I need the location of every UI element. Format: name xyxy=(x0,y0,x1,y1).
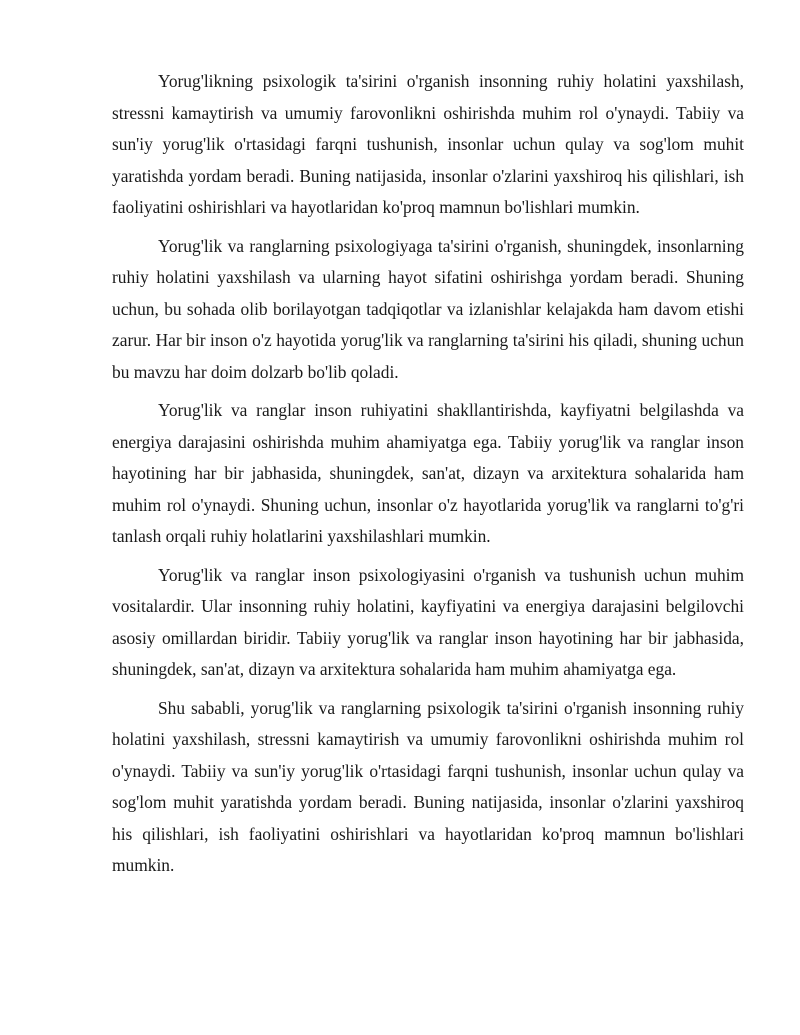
paragraph-5: Shu sababli, yorug'lik va ranglarning psixologik ta'sirini o'rganish insonning ruhiy holatini yaxshilash, stressni kamaytirish va umumiy farovonlikni oshirishda muhim rol o'ynaydi. Tabiiy va sun'iy yorug'lik o'rtasidagi farqni tushunish, insonlar uchun qulay va sog'lom muhit yaratishda yordam beradi. Buning natijasida, insonlar o'zlarini yaxshiroq his qilishlari, ish faoliyatini oshirishlari va hayotlaridan ko'proq mamnun bo'lishlari mumkin. xyxy=(112,697,744,875)
paragraph-1: Yorug'likning psixologik ta'sirini o'rganish insonning ruhiy holatini yaxshilash, stressni kamaytirish va umumiy farovonlikni oshirishda muhim rol o'ynaydi. Tabiiy va sun'iy yorug'lik o'rtasidagi farqni tushunish, insonlar uchun qulay va sog'lom muhit yaratishda yordam beradi. Buning natijasida, insonlar o'zlarini yaxshiroq his qilishlari, ish faoliyatini oshirishlari va hayotlaridan ko'proq mamnun bo'lishlari mumkin. xyxy=(112,71,744,217)
document-body xyxy=(112,66,744,889)
paragraph-3: Yorug'lik va ranglar inson ruhiyatini shakllantirishda, kayfiyatni belgilashda va energiya darajasini oshirishda muhim ahamiyatga ega. Tabiiy yorug'lik va ranglar inson hayotining har bir jabhasida, shuningdek, san'at, dizayn va arxitektura sohalarida ham muhim rol o'ynaydi. Shuning uchun, insonlar o'z hayotlarida yorug'lik va ranglarni to'g'ri tanlash orqali ruhiy holatlarini yaxshilashlari mumkin. xyxy=(112,400,744,546)
paragraph-2: Yorug'lik va ranglarning psixologiyaga ta'sirini o'rganish, shuningdek, insonlarning ruhiy holatini yaxshilash va ularning hayot sifatini oshirishga yordam beradi. Shuning uchun, bu sohada olib borilayotgan tadqiqotlar va izlanishlar kelajakda ham davom etishi zarur. Har bir inson o'z hayotida yorug'lik va ranglarning ta'sirini his qiladi, shuning uchun bu mavzu har doim dolzarb bo'lib qoladi. xyxy=(112,235,744,382)
paragraph-4: Yorug'lik va ranglar inson psixologiyasini o'rganish va tushunish uchun muhim vositalardir. Ular insonning ruhiy holatini, kayfiyatini va energiya darajasini belgilovchi asosiy omillardan biridir. Tabiiy yorug'lik va ranglar inson hayotining har bir jabhasida, shuningdek, san'at, dizayn va arxitektura sohalarida ham muhim ahamiyatga ega. xyxy=(112,564,744,679)
